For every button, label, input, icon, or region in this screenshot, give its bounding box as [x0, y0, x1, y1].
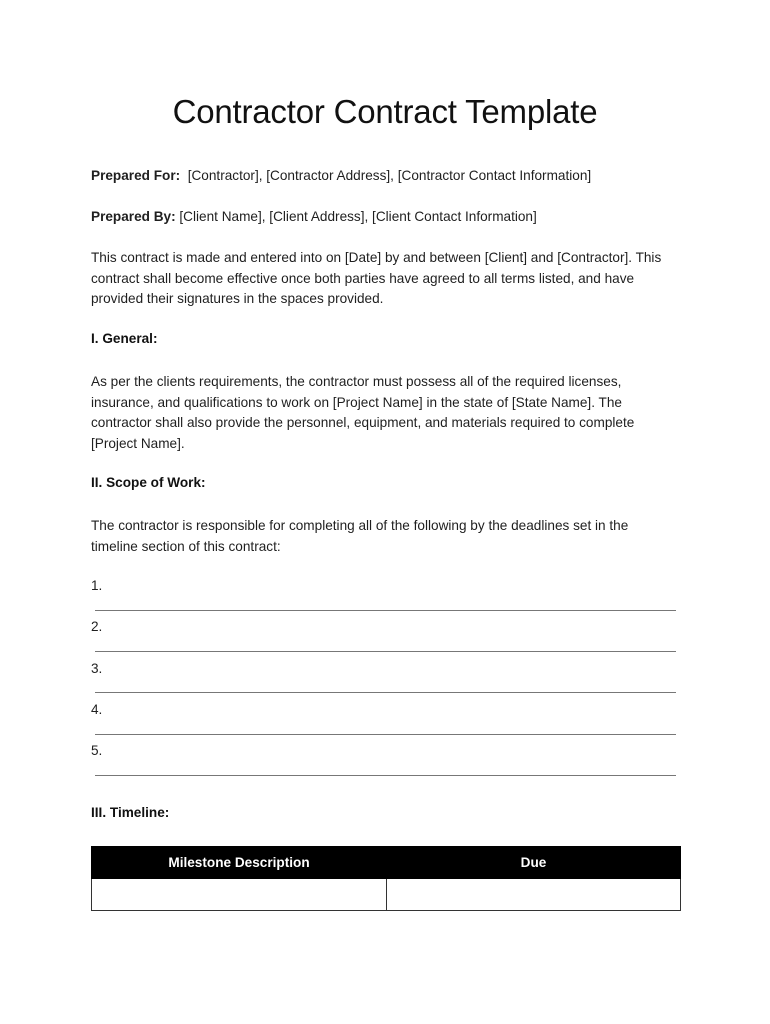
scope-line-2: timeline section of this contract:	[91, 538, 281, 554]
scope-item-line	[95, 734, 676, 735]
intro-line-1: This contract is made and entered into on [Date] by and between [Client] and [Contractor]. This	[91, 250, 662, 265]
document-title: Contractor Contract Template	[172, 93, 598, 130]
scope-item-number: 1.	[91, 578, 103, 593]
scope-item-line	[95, 610, 676, 611]
scope-item-line	[95, 651, 676, 652]
prepared-for-label: Prepared For:	[91, 168, 181, 183]
scope-item-line	[95, 692, 676, 693]
prepared-by-label: Prepared By:	[91, 209, 176, 224]
milestone-description-cell[interactable]	[92, 879, 387, 911]
scope-item-number: 5.	[91, 743, 103, 758]
general-line-3: contractor shall also provide the personnel, equipment, and materials required to complete	[91, 415, 635, 430]
timeline-heading: III. Timeline:	[91, 805, 170, 820]
prepared-by-value: [Client Name], [Client Address], [Client Contact Information]	[179, 209, 537, 224]
scope-item-number: 3.	[91, 661, 103, 676]
timeline-header-row	[92, 847, 681, 879]
scope-item-number: 2.	[91, 619, 103, 634]
general-line-4: [Project Name].	[91, 435, 185, 451]
general-heading: I. General:	[91, 331, 158, 346]
intro-line-2: contract shall become effective once both parties have agreed to all terms listed, and have	[91, 270, 635, 286]
due-cell[interactable]	[387, 879, 681, 911]
scope-item-number: 4.	[91, 702, 103, 717]
timeline-table	[91, 846, 681, 911]
due-header: Due	[387, 847, 681, 879]
scope-item-line	[95, 775, 676, 776]
table-row	[92, 879, 681, 911]
general-line-1: As per the clients requirements, the contractor must possess all of the required licenses,	[91, 374, 622, 389]
prepared-by-line	[91, 207, 537, 228]
scope-heading: II. Scope of Work:	[91, 475, 206, 490]
prepared-for-value: [Contractor], [Contractor Address], [Contractor Contact Information]	[187, 168, 592, 183]
milestone-description-header: Milestone Description	[92, 847, 387, 879]
general-line-2: insurance, and qualifications to work on [Project Name] in the state of [State Name]. The	[91, 394, 622, 410]
intro-line-3: provided their signatures in the spaces provided.	[91, 291, 384, 306]
prepared-for-line	[91, 166, 591, 187]
scope-line-1: The contractor is responsible for completing all of the following by the deadlines set in the	[91, 518, 629, 533]
